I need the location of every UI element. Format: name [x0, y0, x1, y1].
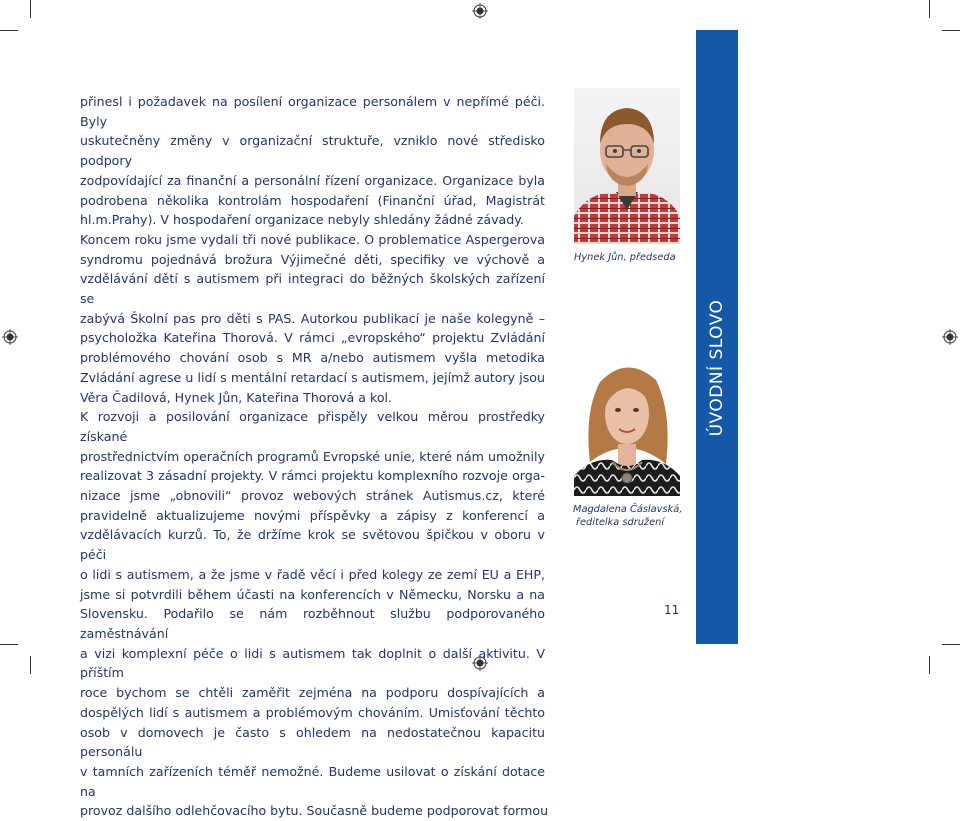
- body-line: nizace jsme „obnovili“ provoz webových stránek Autismus.cz, které: [80, 488, 545, 504]
- photo-caption-2-name: Magdalena Čáslavská,: [573, 504, 683, 515]
- body-line: podrobena několika kontrolám hospodaření (Finanční úřad, Magistrát: [80, 192, 545, 208]
- crop-mark-top-right-h: [942, 30, 960, 31]
- body-line: provoz dalšího odlehčovacího bytu. Současně budeme podporovat formou: [80, 803, 549, 819]
- body-line: zodpovídající za finanční a personální řízení organizace. Organizace byla: [80, 172, 545, 188]
- section-title-container: [696, 30, 738, 644]
- body-line: uskutečněny změny v organizační struktuře, vzniklo nové středisko podpory: [80, 133, 545, 169]
- registration-mark-right-icon: [942, 329, 958, 345]
- body-line: hl.m.Prahy). V hospodaření organizace nebyly shledány žádné závady.: [80, 212, 524, 228]
- body-line: syndromu pojednává brožura Výjimečné děti, specifiky ve výchově a: [80, 251, 545, 267]
- body-line: roce bychom se chtěli zaměřit zejména na podporu dospívajících a: [80, 685, 545, 701]
- portrait-photo-magdalena-caslavska: [574, 352, 680, 496]
- body-line: prostřednictvím operačních programů Evropské unie, které nám umožnily: [80, 448, 545, 464]
- body-line: zabývá Školní pas pro děti s PAS. Autorkou publikací je naše kolegyně –: [80, 310, 545, 326]
- portrait-photo-hynek-jun: [574, 88, 680, 244]
- body-line: K rozvoji a posilování organizace přispěly velkou měrou prostředky získané: [80, 409, 545, 444]
- registration-mark-left-icon: [2, 329, 18, 345]
- body-line: psycholožka Kateřina Thorová. V rámci „evropského“ projektu Zvládání: [80, 330, 545, 346]
- crop-mark-bottom-right-h: [942, 644, 960, 645]
- section-title: ÚVODNÍ SLOVO: [707, 299, 727, 437]
- page-number: 11: [664, 603, 680, 617]
- body-line: o lidi s autismem, a že jsme v řadě věcí i před kolegy ze zemí EU a EHP,: [80, 566, 545, 582]
- photo-caption-2-role: ředitelka sdružení: [576, 517, 665, 528]
- photo-caption-2: [573, 503, 682, 529]
- crop-mark-top-left-h: [0, 30, 18, 31]
- body-line: vzdělávacích kurzů. To, že držíme krok se světovou špičkou v oboru v péči: [80, 527, 545, 563]
- crop-mark-top-left: [30, 0, 31, 18]
- crop-mark-bottom-left-h: [0, 644, 18, 645]
- body-line: přinesl i požadavek na posílení organizace personálem v nepřímé péči. Byly: [80, 94, 545, 129]
- crop-mark-top-right: [929, 0, 930, 18]
- body-line: problémového chování osob s MR a/nebo autismem vyšla metodika: [80, 350, 545, 366]
- body-line: dospělých lidí s autismem a problémovým chováním. Umisťování těchto: [80, 704, 545, 720]
- photo-caption-1: Hynek Jůn, předseda: [574, 252, 676, 263]
- body-line: jsme si potvrdili během účasti na konferencích v Německu, Norsku a na: [80, 586, 545, 602]
- body-line: osob v domovech je často s ohledem na nedostatečnou kapacitu personálu: [80, 724, 545, 760]
- body-line: realizovat 3 zásadní projekty. V rámci projektu komplexního rozvoje orga-: [80, 468, 545, 484]
- crop-mark-bottom-right: [929, 656, 930, 674]
- body-line: a vizi komplexní péče o lidi s autismem tak doplnit o další aktivitu. V příštím: [80, 645, 545, 681]
- crop-mark-bottom-left: [30, 656, 31, 674]
- body-line: pravidelně aktualizujeme novými příspěvky a zápisy z konferencí a: [80, 507, 545, 523]
- body-line: v tamních zařízeních téměř nemožné. Budeme usilovat o získání dotace na: [80, 763, 545, 799]
- body-line: vzdělávání dětí s autismem při integraci do běžných školských zařízení se: [80, 271, 545, 307]
- body-line: Slovensku. Podařilo se nám rozběhnout službu podporovaného zaměstnávání: [80, 606, 545, 641]
- body-line: Zvládání agrese u lidí s mentální retardací s autismem, jejímž autory jsou: [80, 369, 545, 385]
- registration-mark-top-icon: [472, 3, 488, 19]
- body-line: Koncem roku jsme vydali tři nové publikace. O problematice Aspergerova: [80, 231, 545, 247]
- body-line: Věra Čadilová, Hynek Jůn, Kateřina Thorová a kol.: [80, 389, 393, 405]
- body-text: [80, 92, 549, 821]
